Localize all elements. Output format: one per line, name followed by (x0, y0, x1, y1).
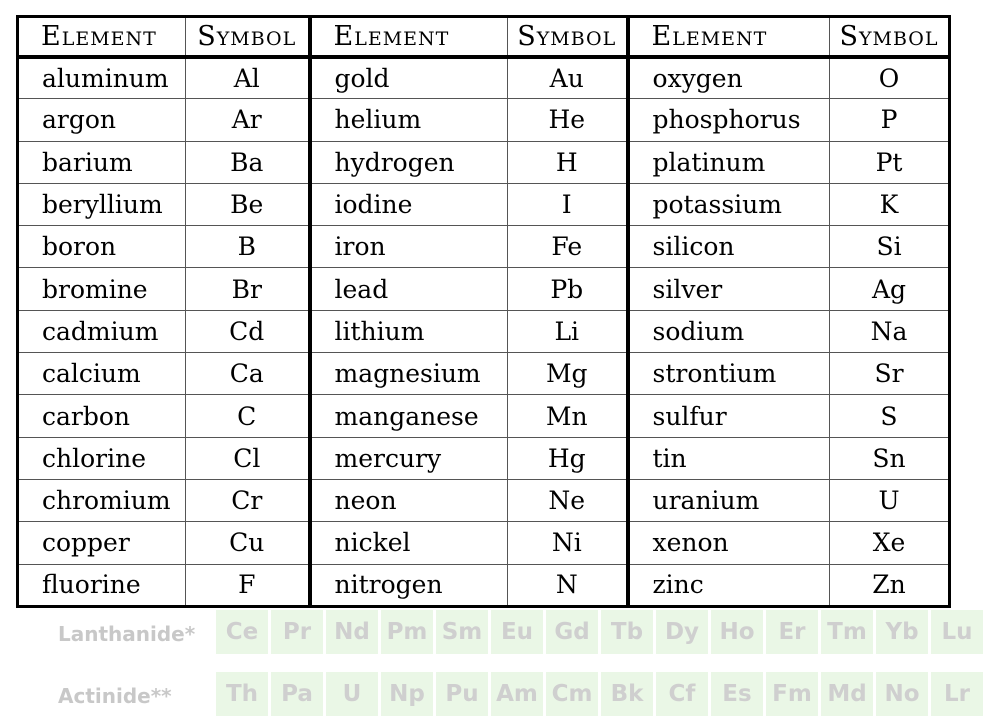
element-name-cell: silicon (628, 226, 830, 268)
table-row (18, 437, 950, 479)
symbol-cell: N (508, 564, 628, 606)
symbol-cell: He (508, 99, 628, 141)
element-name-cell: calcium (18, 353, 186, 395)
lanthanide-symbol-cell: Pm (381, 610, 433, 654)
element-name-cell: nickel (310, 522, 508, 564)
lanthanide-symbol-cell: Ce (216, 610, 268, 654)
element-name-cell: neon (310, 479, 508, 521)
symbol-cell: Si (830, 226, 950, 268)
actinide-symbol-cell: Np (381, 672, 433, 716)
symbol-cell: Sn (830, 437, 950, 479)
symbol-cell: Ne (508, 479, 628, 521)
actinide-symbol-cell: Fm (766, 672, 818, 716)
symbol-cell: Au (508, 57, 628, 99)
symbol-cell: H (508, 141, 628, 183)
symbol-cell: Na (830, 310, 950, 352)
element-name-cell: tin (628, 437, 830, 479)
symbol-cell: I (508, 183, 628, 225)
table-row (18, 57, 950, 99)
symbol-cell: Ni (508, 522, 628, 564)
symbol-cell: Cu (186, 522, 310, 564)
lanthanide-symbol-cell: Pr (271, 610, 323, 654)
table-row (18, 141, 950, 183)
symbol-cell: Mn (508, 395, 628, 437)
lanthanide-symbol-cell: Dy (656, 610, 708, 654)
header-row (18, 17, 950, 57)
symbol-cell: Zn (830, 564, 950, 606)
element-name-cell: iodine (310, 183, 508, 225)
symbol-cell: U (830, 479, 950, 521)
actinide-series-row (0, 672, 970, 722)
table-row (18, 522, 950, 564)
element-name-cell: boron (18, 226, 186, 268)
element-name-cell: potassium (628, 183, 830, 225)
element-name-cell: chlorine (18, 437, 186, 479)
lanthanide-symbol-cell: Yb (876, 610, 928, 654)
symbol-cell: Ag (830, 268, 950, 310)
lanthanide-symbol-cell: Er (766, 610, 818, 654)
table-row (18, 353, 950, 395)
table-row (18, 226, 950, 268)
lanthanide-series-row (0, 610, 973, 660)
element-name-cell: silver (628, 268, 830, 310)
symbol-cell: Be (186, 183, 310, 225)
lanthanide-symbol-cell: Sm (436, 610, 488, 654)
symbol-cell: Fe (508, 226, 628, 268)
element-name-cell: lead (310, 268, 508, 310)
lanthanide-symbol-cell: Tm (821, 610, 873, 654)
symbol-cell: Al (186, 57, 310, 99)
element-name-cell: lithium (310, 310, 508, 352)
actinide-symbol-cell: Md (821, 672, 873, 716)
table-row (18, 479, 950, 521)
table-row (18, 99, 950, 141)
actinide-symbol-cell: Th (216, 672, 268, 716)
symbol-cell: Br (186, 268, 310, 310)
element-name-cell: uranium (628, 479, 830, 521)
element-name-cell: cadmium (18, 310, 186, 352)
symbol-cell: Ca (186, 353, 310, 395)
element-name-cell: barium (18, 141, 186, 183)
actinide-symbol-cell: No (876, 672, 928, 716)
symbol-cell: Xe (830, 522, 950, 564)
symbol-cell: Li (508, 310, 628, 352)
element-name-cell: mercury (310, 437, 508, 479)
element-name-cell: carbon (18, 395, 186, 437)
lanthanide-symbol-cell: Tb (601, 610, 653, 654)
element-name-cell: sulfur (628, 395, 830, 437)
symbol-cell: Cd (186, 310, 310, 352)
symbol-cell: K (830, 183, 950, 225)
symbol-cell: Hg (508, 437, 628, 479)
header-symbol: Symbol (830, 17, 950, 57)
symbol-cell: Ar (186, 99, 310, 141)
symbol-cell: F (186, 564, 310, 606)
lanthanide-symbol-cell: Nd (326, 610, 378, 654)
lanthanide-symbol-cell: Gd (546, 610, 598, 654)
table-row (18, 268, 950, 310)
lanthanide-symbol-cell: Ho (711, 610, 763, 654)
element-name-cell: nitrogen (310, 564, 508, 606)
element-name-cell: hydrogen (310, 141, 508, 183)
element-name-cell: argon (18, 99, 186, 141)
lanthanide-symbol-cell: Lu (931, 610, 983, 654)
element-name-cell: helium (310, 99, 508, 141)
header-element: Element (310, 17, 508, 57)
actinide-symbol-cell: Am (491, 672, 543, 716)
symbol-cell: Pb (508, 268, 628, 310)
element-name-cell: manganese (310, 395, 508, 437)
symbol-cell: S (830, 395, 950, 437)
header-symbol: Symbol (186, 17, 310, 57)
element-name-cell: platinum (628, 141, 830, 183)
element-name-cell: aluminum (18, 57, 186, 99)
symbol-cell: Mg (508, 353, 628, 395)
element-name-cell: beryllium (18, 183, 186, 225)
actinide-symbol-cell: Es (711, 672, 763, 716)
element-name-cell: fluorine (18, 564, 186, 606)
element-name-cell: zinc (628, 564, 830, 606)
actinide-symbol-cell: Cm (546, 672, 598, 716)
table-row (18, 564, 950, 606)
element-name-cell: iron (310, 226, 508, 268)
symbol-cell: Ba (186, 141, 310, 183)
element-name-cell: phosphorus (628, 99, 830, 141)
actinide-symbol-cell: Pa (271, 672, 323, 716)
element-name-cell: strontium (628, 353, 830, 395)
element-name-cell: copper (18, 522, 186, 564)
element-name-cell: gold (310, 57, 508, 99)
actinide-cells (216, 672, 986, 716)
table-row (18, 183, 950, 225)
table-body (18, 57, 950, 607)
actinide-symbol-cell: Pu (436, 672, 488, 716)
actinide-symbol-cell: Lr (931, 672, 983, 716)
symbol-cell: Pt (830, 141, 950, 183)
symbol-cell: P (830, 99, 950, 141)
actinide-symbol-cell: U (326, 672, 378, 716)
lanthanide-symbol-cell: Eu (491, 610, 543, 654)
element-symbol-table (16, 15, 951, 608)
lanthanide-cells (216, 610, 986, 654)
header-element: Element (628, 17, 830, 57)
lanthanide-label: Lanthanide* (58, 622, 196, 646)
symbol-cell: Sr (830, 353, 950, 395)
actinide-label: Actinide** (58, 684, 172, 708)
symbol-cell: C (186, 395, 310, 437)
element-name-cell: bromine (18, 268, 186, 310)
table-row (18, 310, 950, 352)
symbol-cell: Cr (186, 479, 310, 521)
symbol-cell: Cl (186, 437, 310, 479)
symbol-cell: O (830, 57, 950, 99)
element-name-cell: magnesium (310, 353, 508, 395)
element-name-cell: chromium (18, 479, 186, 521)
actinide-symbol-cell: Bk (601, 672, 653, 716)
header-element: Element (18, 17, 186, 57)
element-name-cell: sodium (628, 310, 830, 352)
element-name-cell: xenon (628, 522, 830, 564)
element-name-cell: oxygen (628, 57, 830, 99)
header-symbol: Symbol (508, 17, 628, 57)
symbol-cell: B (186, 226, 310, 268)
table-row (18, 395, 950, 437)
actinide-symbol-cell: Cf (656, 672, 708, 716)
